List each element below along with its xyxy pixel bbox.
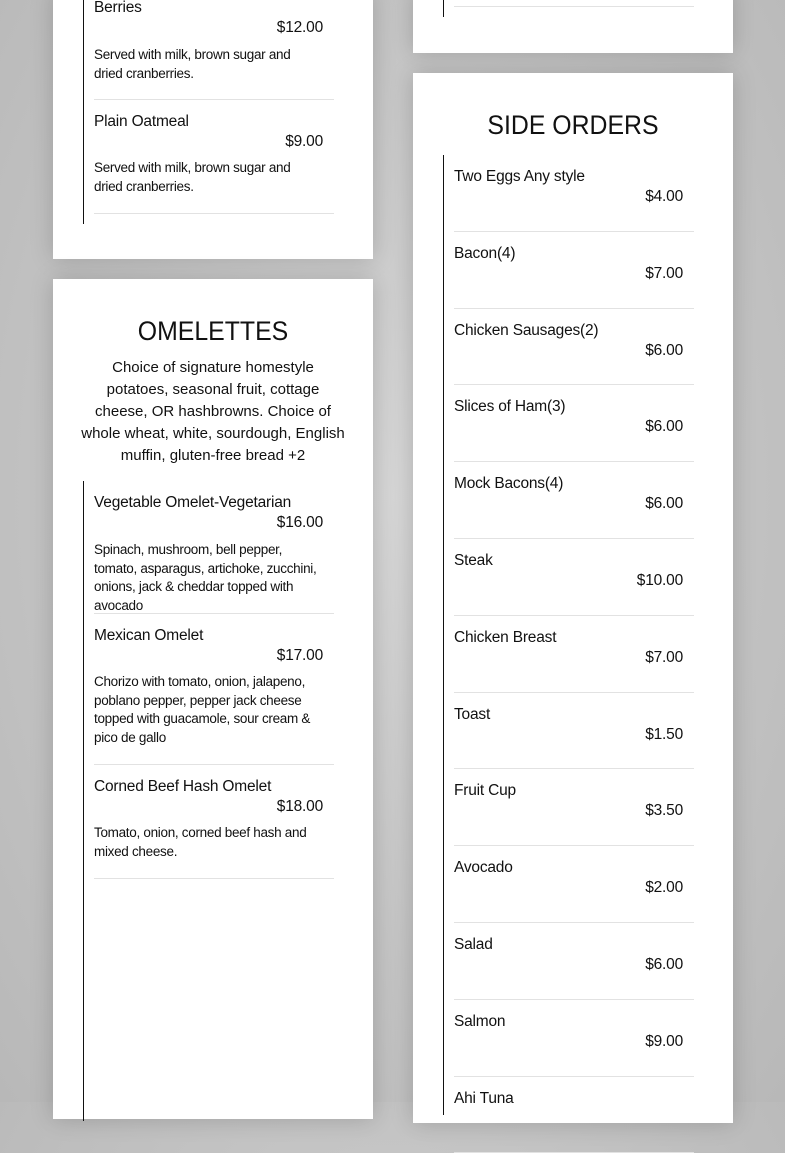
item-name: Mock Bacons(4) [454, 475, 564, 493]
side-order-item[interactable] [454, 385, 694, 462]
porridge-divider-line [83, 0, 84, 224]
porridge-card [53, 0, 373, 259]
item-name: Toast [454, 705, 491, 723]
menu-item[interactable] [94, 765, 334, 879]
menu-item[interactable] [94, 99, 334, 214]
item-price: $3.50 [645, 802, 683, 820]
side-orders-divider-line [443, 155, 444, 1115]
side-order-item[interactable] [454, 693, 694, 770]
item-price: $6.00 [645, 956, 683, 973]
item-name: Salmon [454, 1012, 506, 1030]
item-name: Steak [454, 552, 493, 569]
side-order-item[interactable] [454, 616, 694, 693]
side-order-item[interactable] [454, 232, 694, 309]
item-price: $6.00 [645, 495, 683, 513]
item-price: $18.00 [276, 798, 323, 815]
item-name: Slices of Ham(3) [454, 398, 566, 416]
side-order-item[interactable] [454, 769, 694, 846]
menu-item[interactable] [94, 614, 334, 765]
item-price: $10.00 [636, 572, 683, 589]
item-name: Fruit Cup [454, 782, 516, 800]
previous-section-card [413, 0, 733, 53]
side-order-item[interactable] [454, 309, 694, 386]
menu-item[interactable] [94, 0, 334, 100]
item-price: $16.00 [276, 514, 323, 531]
item-name: Chicken Breast [454, 628, 557, 646]
item-price: $6.00 [645, 341, 683, 359]
item-price: $17.00 [276, 647, 323, 664]
side-order-item[interactable] [454, 1000, 694, 1077]
item-name: Bacon(4) [454, 244, 516, 262]
side-orders-card [413, 73, 733, 1123]
side-order-item[interactable] [454, 155, 694, 232]
item-name: Salad [454, 936, 493, 953]
item-name: Ahi Tuna [454, 1089, 514, 1107]
item-name: Berries [94, 0, 142, 16]
item-name: Mexican Omelet [94, 627, 204, 644]
item-description: Served with milk, brown sugar and dried cranberries. [94, 47, 291, 81]
item-price: $9.00 [285, 133, 323, 150]
item-description: Spinach, mushroom, bell pepper, tomato, asparagus, artichoke, zucchini, onions, jack & cheddar topped with avocado [94, 542, 317, 613]
item-name: Vegetable Omelet-Vegetarian [94, 494, 292, 511]
item-description: Served with milk, brown sugar and dried cranberries. [94, 160, 291, 194]
item-name: Avocado [454, 859, 513, 877]
item-name: Two Eggs Any style [454, 168, 585, 185]
side-order-item[interactable] [454, 923, 694, 1000]
item-price: $7.00 [645, 264, 683, 282]
section-title: SIDE ORDERS [487, 110, 659, 140]
omelettes-divider-line [83, 481, 84, 1121]
item-separator [454, 6, 694, 7]
item-description: Tomato, onion, corned beef hash and mixed cheese. [94, 825, 307, 859]
previous-section-divider-line [443, 0, 444, 17]
item-name: Plain Oatmeal [94, 113, 189, 130]
section-description: Choice of signature homestyle potatoes, seasonal fruit, cottage cheese, OR hashbrowns. Choice of whole wheat, white, sourdough, English muffin, gluten-free bread +2 [81, 359, 345, 464]
item-price: $12.00 [276, 19, 323, 36]
item-name: Chicken Sausages(2) [454, 321, 599, 339]
side-order-item[interactable] [454, 1077, 694, 1153]
item-name: Corned Beef Hash Omelet [94, 778, 272, 795]
menu-item[interactable] [94, 481, 334, 614]
item-price: $4.00 [645, 188, 683, 205]
item-price: $9.00 [645, 1032, 683, 1050]
item-price: $1.50 [645, 725, 683, 743]
item-price: $6.00 [645, 418, 683, 436]
omelettes-card [53, 279, 373, 1119]
side-order-item[interactable] [454, 462, 694, 539]
item-price: $2.00 [645, 879, 683, 897]
item-price: $7.00 [645, 648, 683, 666]
item-description: Chorizo with tomato, onion, jalapeno, poblano pepper, pepper jack cheese topped with guacamole, sour cream & pico de gallo [94, 674, 311, 745]
side-order-item[interactable] [454, 846, 694, 923]
side-order-item[interactable] [454, 539, 694, 616]
section-title: OMELETTES [137, 316, 289, 346]
